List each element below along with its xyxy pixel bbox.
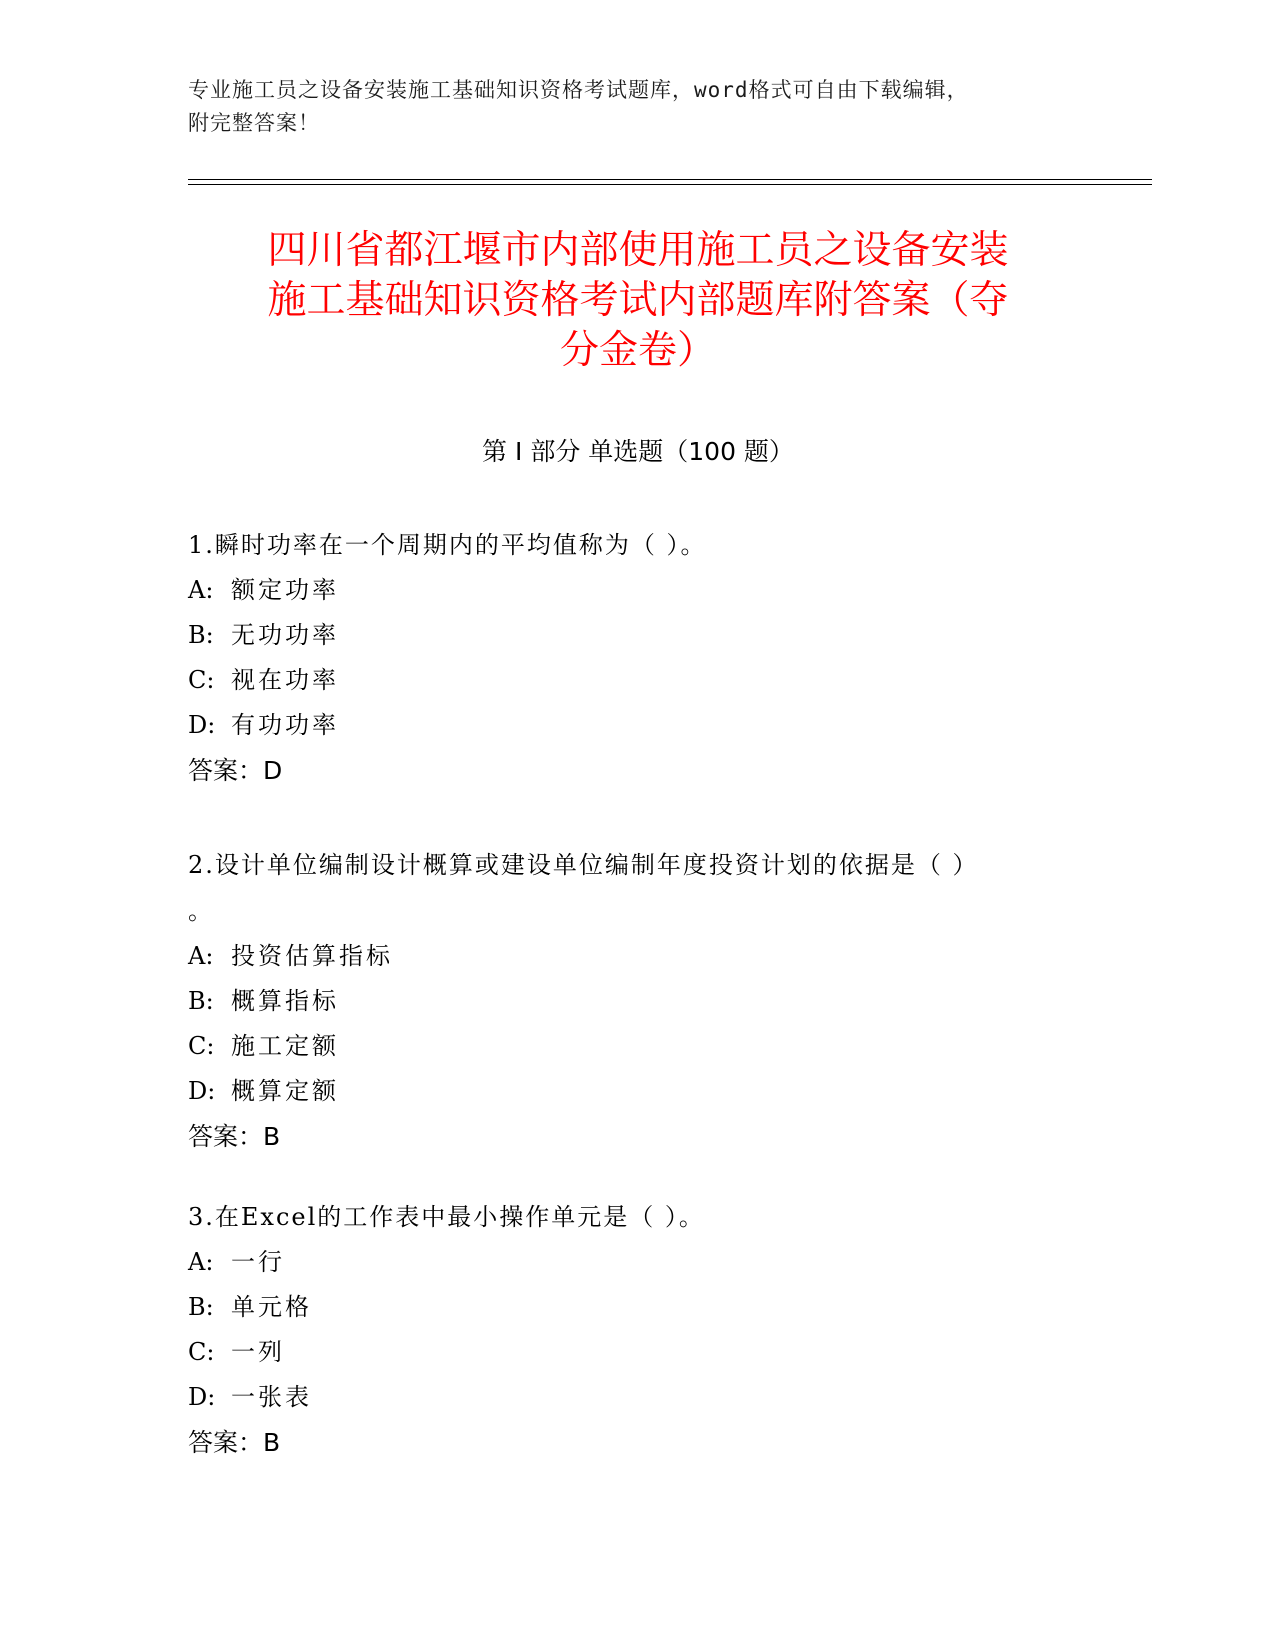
question-stem: 2.设计单位编制设计概算或建设单位编制年度投资计划的依据是（ ）	[188, 851, 979, 879]
option-letter: C:	[188, 1032, 215, 1060]
option-d	[188, 703, 1088, 748]
option-a	[188, 934, 1088, 979]
option-d	[188, 1375, 1088, 1420]
option-a	[188, 568, 1088, 613]
document-title-line-2: 施工基础知识资格考试内部题库附答案（夺	[267, 278, 1009, 323]
header-divider-bottom	[188, 184, 1152, 185]
option-letter: A:	[188, 576, 214, 604]
option-text: 额定功率	[231, 576, 339, 604]
option-c	[188, 658, 1088, 703]
document-title-line-3: 分金卷）	[559, 328, 716, 373]
option-text: 概算定额	[231, 1077, 339, 1105]
option-text: 施工定额	[231, 1032, 339, 1060]
question-stem: 1.瞬时功率在一个周期内的平均值称为（ ）。	[188, 531, 707, 559]
question-3	[188, 1194, 1088, 1465]
option-letter: D:	[188, 1383, 216, 1411]
option-text: 单元格	[231, 1293, 312, 1321]
option-text: 视在功率	[231, 666, 339, 694]
header-note-line-2: 附完整答案！	[188, 111, 320, 135]
header-divider-top	[188, 179, 1152, 180]
option-text: 有功功率	[231, 711, 339, 739]
document-title	[188, 226, 1088, 376]
option-letter: D:	[188, 711, 216, 739]
document-title-line-1: 四川省都江堰市内部使用施工员之设备安装	[267, 228, 1009, 273]
option-a	[188, 1240, 1088, 1285]
option-text: 概算指标	[231, 987, 339, 1015]
option-letter: D:	[188, 1077, 216, 1105]
option-b	[188, 979, 1088, 1024]
option-c	[188, 1330, 1088, 1375]
option-letter: B:	[188, 621, 214, 649]
answer-line: 答案：B	[188, 1428, 281, 1457]
option-letter: C:	[188, 1338, 215, 1366]
option-letter: A:	[188, 942, 214, 970]
option-letter: B:	[188, 987, 214, 1015]
question-stem: 3.在Excel的工作表中最小操作单元是（ ）。	[188, 1203, 705, 1231]
option-d	[188, 1069, 1088, 1114]
option-b	[188, 613, 1088, 658]
option-letter: A:	[188, 1248, 214, 1276]
option-text: 无功功率	[231, 621, 339, 649]
option-text: 一列	[231, 1338, 285, 1366]
header-note	[188, 74, 1088, 140]
answer-line: 答案：B	[188, 1122, 281, 1151]
option-c	[188, 1024, 1088, 1069]
option-text: 投资估算指标	[231, 942, 393, 970]
option-letter: B:	[188, 1293, 214, 1321]
section-title: 第 I 部分 单选题（100 题）	[482, 437, 794, 466]
question-1	[188, 522, 1088, 793]
option-text: 一行	[231, 1248, 285, 1276]
question-stem-continuation: 。	[188, 897, 214, 925]
header-note-line-1: 专业施工员之设备安装施工基础知识资格考试题库，word格式可自由下载编辑，	[188, 78, 969, 102]
answer-line: 答案：D	[188, 756, 283, 785]
option-b	[188, 1285, 1088, 1330]
question-2	[188, 842, 1088, 1159]
option-letter: C:	[188, 666, 215, 694]
option-text: 一张表	[231, 1383, 312, 1411]
